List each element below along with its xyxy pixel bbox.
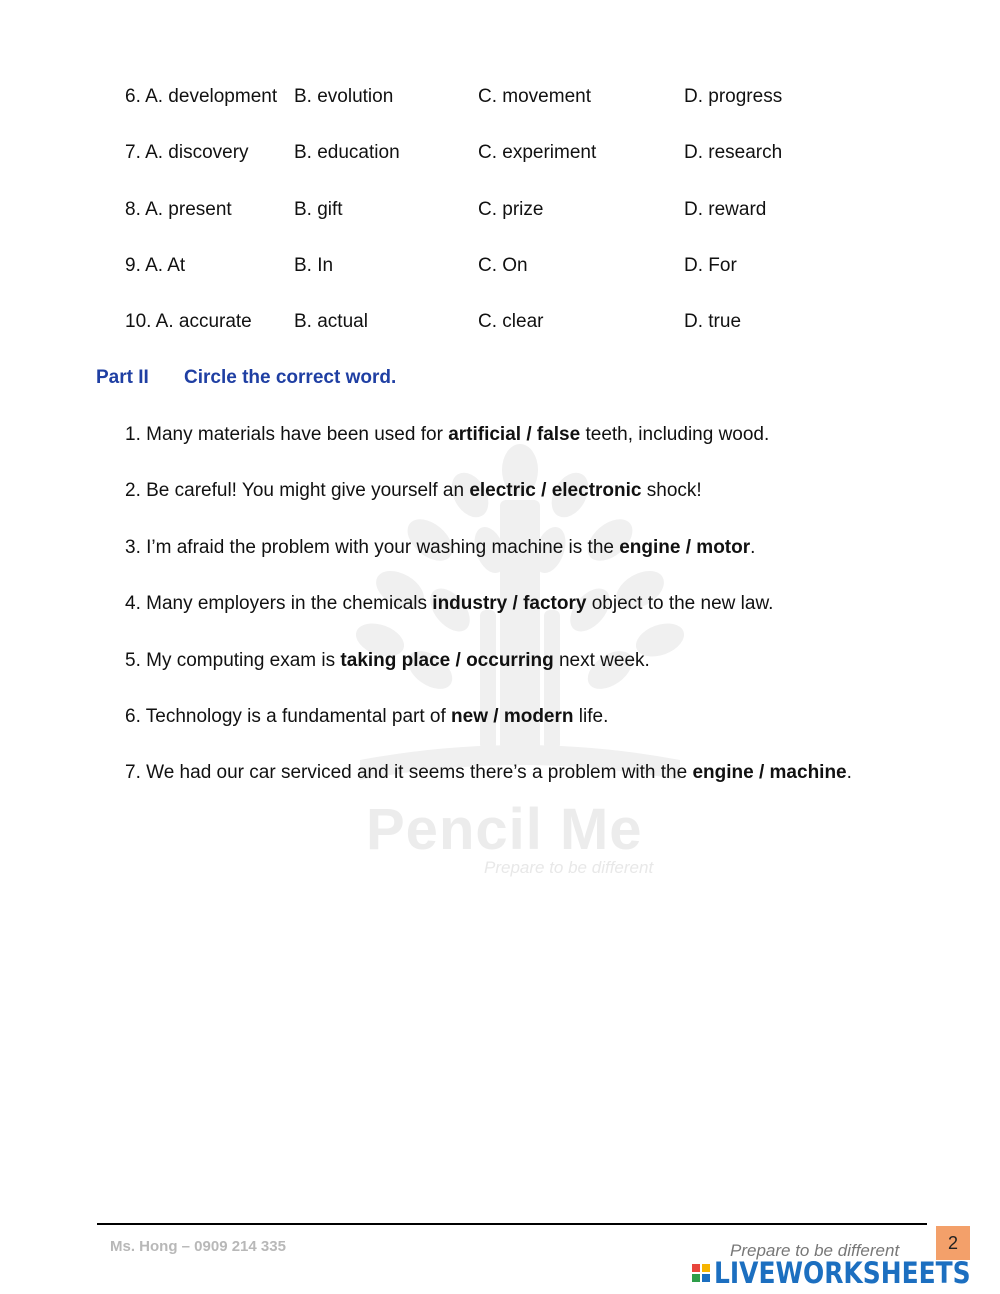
sentence-text: .: [846, 762, 852, 783]
watermark-subtitle: Prepare to be different: [484, 858, 654, 877]
sentence-text: 3. I’m afraid the problem with your washing machine is the: [125, 537, 620, 558]
word-choice[interactable]: industry / factory: [432, 593, 587, 614]
sentence-text: life.: [573, 706, 609, 727]
choice-c: C. experiment: [478, 142, 597, 163]
word-choice[interactable]: artificial / false: [448, 424, 581, 445]
choice-a: 6. A. development: [125, 86, 278, 107]
choice-d: D. reward: [684, 199, 767, 220]
word-choice[interactable]: engine / motor: [619, 537, 751, 558]
word-choice[interactable]: electric / electronic: [469, 480, 642, 501]
choice-a: 7. A. discovery: [125, 142, 249, 163]
choice-d: D. research: [684, 142, 783, 163]
exercise-sentence: [125, 593, 773, 615]
liveworksheets-brand: LIVEWORKSHEETS: [714, 1256, 971, 1290]
watermark-title: Pencil Me: [366, 797, 643, 862]
sentence-text: next week.: [553, 650, 650, 671]
word-choice[interactable]: taking place / occurring: [340, 650, 554, 671]
choice-c: C. clear: [478, 311, 544, 332]
exercise-sentence: [125, 650, 650, 672]
sentence-text: 4. Many employers in the chemicals: [125, 593, 433, 614]
liveworksheets-logo[interactable]: [692, 1258, 1000, 1288]
choice-b: B. education: [294, 142, 400, 163]
sentence-text: 1. Many materials have been used for: [125, 424, 449, 445]
choice-d: D. true: [684, 311, 742, 332]
choice-b: B. gift: [294, 199, 343, 220]
exercise-sentence: [125, 537, 755, 559]
page-number: 2: [936, 1226, 970, 1260]
exercise-sentence: [125, 480, 702, 502]
choice-row: [0, 142, 1000, 172]
footer-contact: Ms. Hong – 0909 214 335: [110, 1238, 286, 1255]
section-title: Circle the correct word.: [184, 367, 397, 388]
choice-c: C. prize: [478, 199, 544, 220]
sentence-text: shock!: [641, 480, 702, 501]
choice-a: 10. A. accurate: [125, 311, 252, 332]
choice-row: [0, 255, 1000, 285]
liveworksheets-icon: [692, 1264, 710, 1282]
choice-row: [0, 311, 1000, 341]
choice-b: B. evolution: [294, 86, 394, 107]
choice-a: 8. A. present: [125, 199, 232, 220]
exercise-sentence: [125, 424, 769, 446]
footer-divider: [97, 1223, 927, 1225]
choice-d: D. For: [684, 255, 737, 276]
word-choice[interactable]: new / modern: [451, 706, 574, 727]
word-choice[interactable]: engine / machine: [692, 762, 847, 783]
exercise-sentence: [125, 706, 608, 728]
sentence-text: 2. Be careful! You might give yourself an: [125, 480, 470, 501]
sentence-text: teeth, including wood.: [580, 424, 770, 445]
exercise-sentence: [125, 762, 852, 784]
sentence-text: 5. My computing exam is: [125, 650, 341, 671]
sentence-text: 7. We had our car serviced and it seems there’s a problem with the: [125, 762, 693, 783]
choice-a: 9. A. At: [125, 255, 186, 276]
footer-tagline: Prepare to be different: [730, 1241, 900, 1260]
choice-b: B. In: [294, 255, 334, 276]
sentence-text: object to the new law.: [586, 593, 774, 614]
section-label: Part II: [96, 367, 149, 388]
choice-row: [0, 199, 1000, 229]
sentence-text: 6. Technology is a fundamental part of: [125, 706, 452, 727]
choice-c: C. movement: [478, 86, 591, 107]
sentence-text: .: [750, 537, 756, 558]
choice-d: D. progress: [684, 86, 783, 107]
choice-c: C. On: [478, 255, 528, 276]
choice-row: [0, 86, 1000, 116]
choice-b: B. actual: [294, 311, 368, 332]
